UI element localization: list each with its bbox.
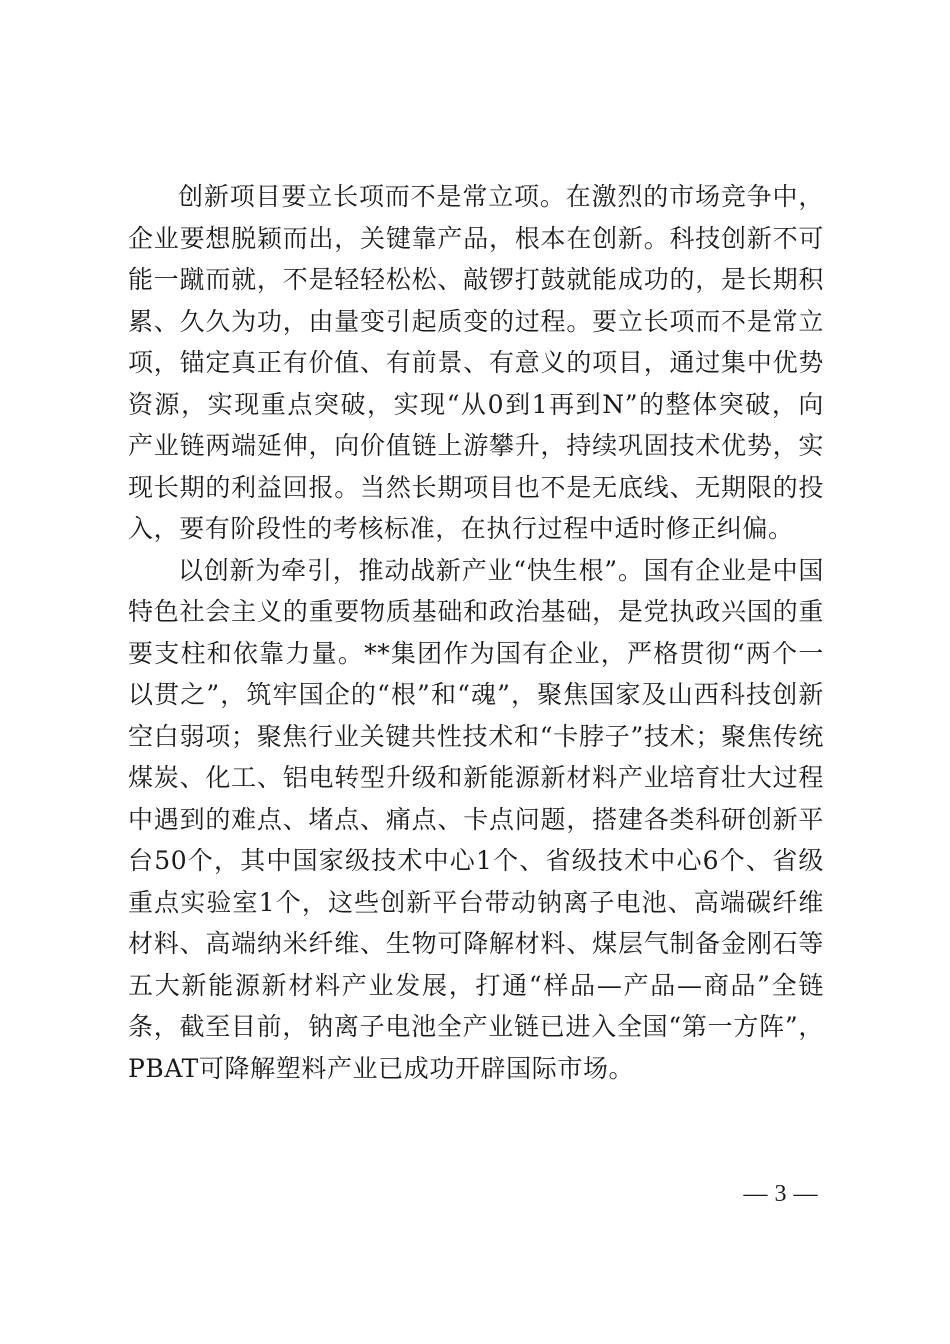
page-number: — 3 — [743,1181,818,1207]
paragraph-2: 以创新为牵引，推动战新产业“快生根”。国有企业是中国特色社会主义的重要物质基础和政治基础，是党执政兴国的重要支柱和依靠力量。**集团作为国有企业，严格贯彻“两个一以贯之”，筑牢国企的“根”和“魂”，聚焦国家及山西科技创新空白弱项；聚焦行业关键共性技术和“卡脖子”技术；聚焦传统煤炭、化工、铝电转型升级和新能源新材料产业培育壮大过程中遇到的难点、堵点、痛点、卡点问题，搭建各类科研创新平台50个，其中国家级技术中心1个、省级技术中心6个、省级重点实验室1个，这些创新平台带动钠离子电池、高端碳纤维材料、高端纳米纤维、生物可降解材料、煤层气制备金刚石等五大新能源新材料产业发展，打通“样品—产品—商品”全链条，截至目前，钠离子电池全产业链已进入全国“第一方阵”，PBAT可降解塑料产业已成功开辟国际市场。 [128,555,824,1083]
paragraph-1: 创新项目要立长项而不是常立项。在激烈的市场竞争中，企业要想脱颖而出，关键靠产品，根本在创新。科技创新不可能一蹴而就，不是轻轻松松、敲锣打鼓就能成功的，是长期积累、久久为功，由量变引起质变的过程。要立长项而不是常立项，锚定真正有价值、有前景、有意义的项目，通过集中优势资源，实现重点突破，实现“从0到1再到N”的整体突破，向产业链两端延伸，向价值链上游攀升，持续巩固技术优势，实现长期的利益回报。当然长期项目也不是无底线、无期限的投入，要有阶段性的考核标准，在执行过程中适时修正纠偏。 [128,182,824,543]
body-text [128,176,824,1089]
